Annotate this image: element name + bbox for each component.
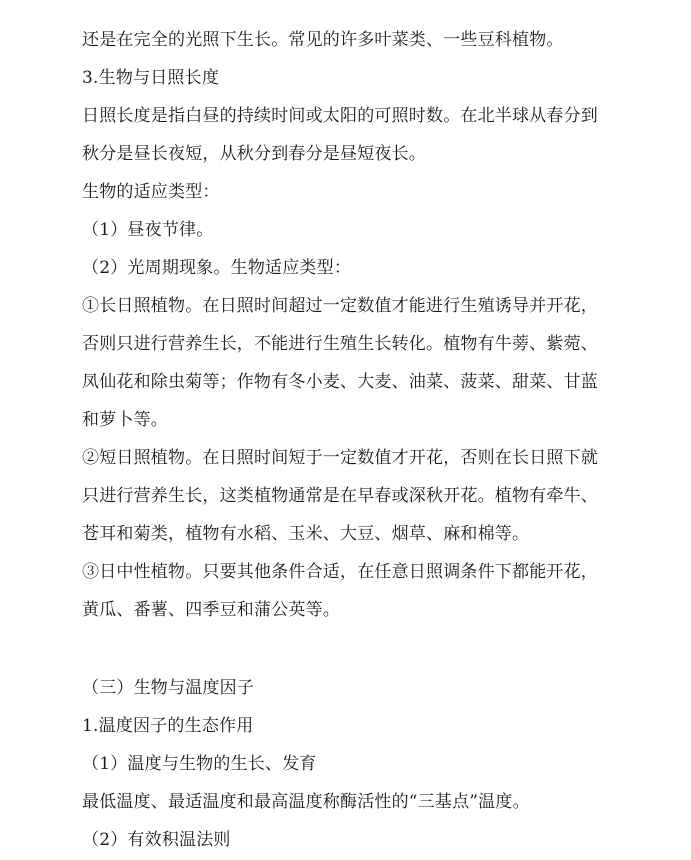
text-line-12: ②短日照植物。在日照时间短于一定数值才开花，否则在长日照下就 (82, 448, 598, 468)
text-line-15: ③日中性植物。只要其他条件合适，在任意日照调条件下都能开花， (82, 562, 598, 582)
text-line-3: 日照长度是指白昼的持续时间或太阳的可照时数。在北半球从春分到 (82, 106, 598, 126)
text-line-4: 秋分是昼长夜短，从秋分到春分是昼短夜长。 (82, 144, 426, 164)
text-line-8: ①长日照植物。在日照时间超过一定数值才能进行生殖诱导并开花， (82, 296, 598, 316)
text-line-10: 凤仙花和除虫菊等；作物有冬小麦、大麦、油菜、菠菜、甜菜、甘蓝 (82, 372, 598, 392)
text-line-1: 还是在完全的光照下生长。常见的许多叶菜类、一些豆科植物。 (82, 30, 564, 50)
section-heading-temperature: （三）生物与温度因子 (82, 678, 254, 698)
list-item-1: （1）昼夜节律。 (82, 220, 214, 240)
text-line-13: 只进行营养生长，这类植物通常是在早春或深秋开花。植物有牵牛、 (82, 486, 598, 506)
list-item-effective-accumulated-temperature: （2）有效积温法则 (82, 830, 231, 850)
list-item-2: （2）光周期现象。生物适应类型： (82, 258, 352, 278)
text-line-9: 否则只进行营养生长，不能进行生殖生长转化。植物有牛蒡、紫菀、 (82, 334, 598, 354)
text-line-5: 生物的适应类型： (82, 182, 220, 202)
section-heading-day-length: 3.生物与日照长度 (82, 68, 220, 88)
text-line-three-base-points: 最低温度、最适温度和最高温度称酶活性的“三基点”温度。 (82, 792, 530, 812)
text-line-14: 苍耳和菊类，植物有水稻、玉米、大豆、烟草、麻和棉等。 (82, 524, 530, 544)
list-item-temperature-growth: （1）温度与生物的生长、发育 (82, 754, 317, 774)
text-line-16: 黄瓜、番薯、四季豆和蒲公英等。 (82, 600, 340, 620)
text-line-11: 和萝卜等。 (82, 410, 168, 430)
subsection-heading-temperature-role: 1.温度因子的生态作用 (82, 716, 254, 736)
